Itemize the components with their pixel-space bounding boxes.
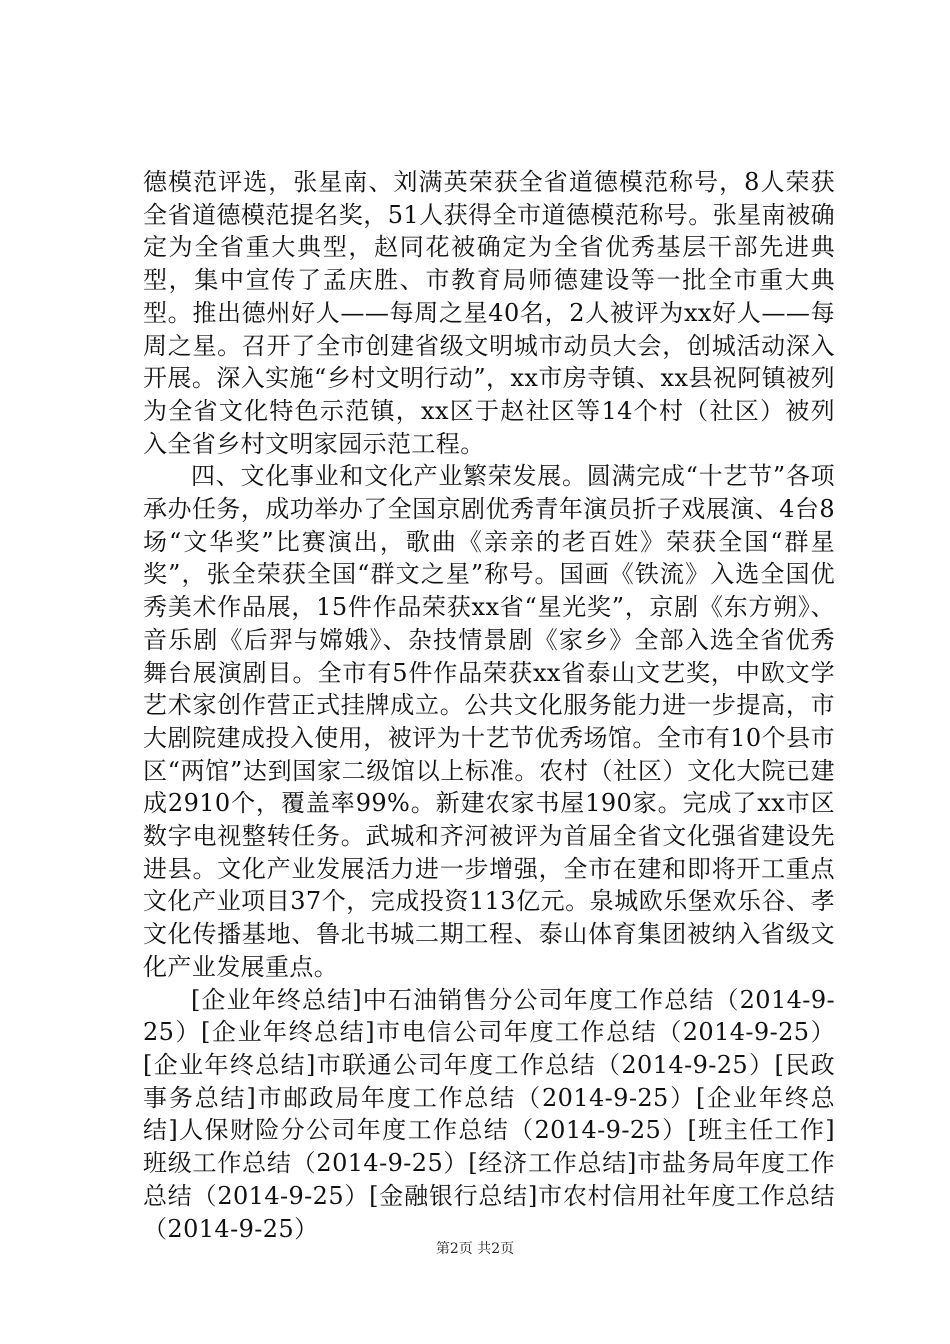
paragraph-related-links: [企业年终总结]中石油销售分公司年度工作总结（2014-9-25）[企业年终总结]市电信公司年度工作总结（2014-9-25）[企业年终总结]市联通公司年度工作总结（2014-9-25）[民政事务总结]市邮政局年度工作总结（2014-9-25）[企业年终总结]人保财险分公司年度工作总结（2014-9-25）[班主任工作]班级工作总结（2014-9-25）[经济工作总结]市盐务局年度工作总结（2014-9-25）[金融银行总结]市农村信用社年度工作总结（2014-9-25） (143, 985, 835, 1243)
page-footer: 第2页 共2页 (435, 1241, 515, 1257)
document-body (143, 166, 835, 1245)
paragraph-moral-models: 德模范评选，张星南、刘满英荣获全省道德模范称号，8人荣获全省道德模范提名奖，51人获得全市道德模范称号。张星南被确定为全省重大典型，赵同花被确定为全省优秀基层干部先进典型，集中宣传了孟庆胜、市教育局师德建设等一批全市重大典型。推出德州好人——每周之星40名，2人被评为xx好人——每周之星。召开了全市创建省级文明城市动员大会，创城活动深入开展。深入实施“乡村文明行动”，xx市房寺镇、xx县祝阿镇被列为全省文化特色示范镇，xx区于赵社区等14个村（社区）被列入全省乡村文明家园示范工程。 (143, 168, 835, 458)
paragraph-culture-development: 四、文化事业和文化产业繁荣发展。圆满完成“十艺节”各项承办任务，成功举办了全国京剧优秀青年演员折子戏展演、4台8场“文华奖”比赛演出，歌曲《亲亲的老百姓》荣获全国“群星奖”，张全荣获全国“群文之星”称号。国画《铁流》入选全国优秀美术作品展，15件作品荣获xx省“星光奖”，京剧《东方朔》、音乐剧《后羿与嫦娥》、杂技情景剧《家乡》全部入选全省优秀舞台展演剧目。全市有5件作品荣获xx省泰山文艺奖，中欧文学艺术家创作营正式挂牌成立。公共文化服务能力进一步提高，市大剧院建成投入使用，被评为十艺节优秀场馆。全市有10个县市区“两馆”达到国家二级馆以上标准。农村（社区）文化大院已建成2910个，覆盖率99%。新建农家书屋190家。完成了xx市区数字电视整转任务。武城和齐河被评为首届全省文化强省建设先进县。文化产业发展活力进一步增强，全市在建和即将开工重点文化产业项目37个，完成投资113亿元。泉城欧乐堡欢乐谷、孝文化传播基地、鲁北书城二期工程、泰山体育集团被纳入省级文化产业发展重点。 (143, 462, 835, 981)
